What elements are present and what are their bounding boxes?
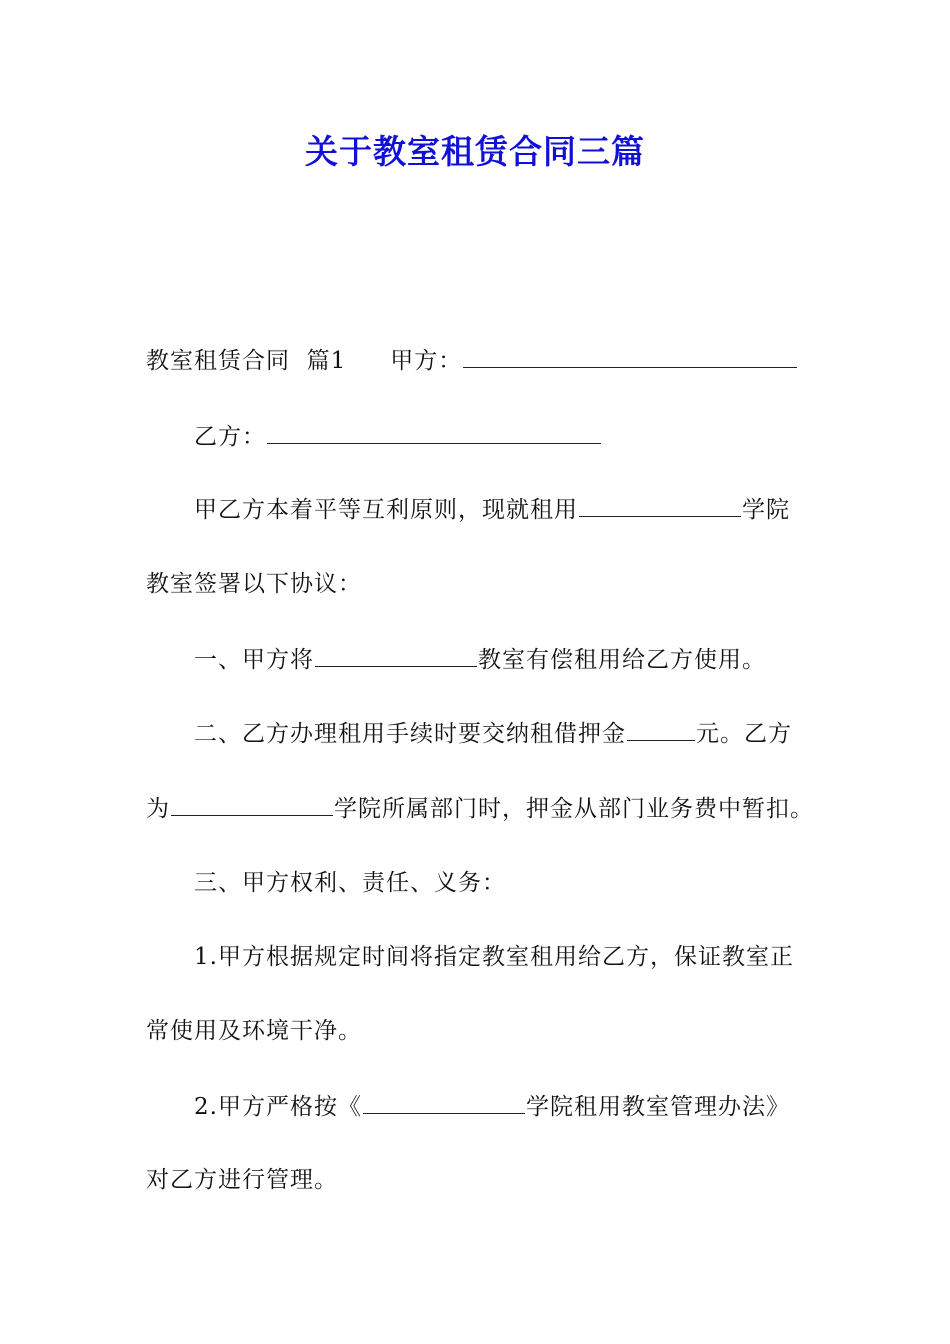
clause-3-heading bbox=[194, 866, 506, 900]
intro-text-continued: 教室签署以下协议： bbox=[146, 571, 362, 597]
clause-3-heading-text: 三、甲方权利、责任、义务： bbox=[194, 870, 506, 896]
clause-1-after: 教室有偿租用给乙方使用。 bbox=[478, 647, 766, 673]
deposit-blank bbox=[627, 716, 695, 741]
document-title: 关于教室租赁合同三篇 bbox=[305, 132, 645, 171]
party-b-label: 乙方： bbox=[194, 424, 266, 450]
clause-2-after: 元。乙方 bbox=[696, 721, 792, 747]
item-2-line-2 bbox=[146, 1163, 338, 1197]
clause-1-before: 一、甲方将 bbox=[194, 647, 314, 673]
party-b-line bbox=[194, 419, 602, 454]
intro-text-before: 甲乙方本着平等互利原则，现就租用 bbox=[194, 497, 578, 523]
clause-2-cont-after: 学院所属部门时，押金从部门业务费中暂扣。 bbox=[334, 796, 814, 822]
clause-2-cont-before: 为 bbox=[146, 796, 170, 822]
regulation-college-blank bbox=[363, 1089, 525, 1114]
item-2-line-1 bbox=[194, 1089, 790, 1124]
party-a-blank bbox=[463, 343, 797, 368]
intro-paragraph-line-1 bbox=[194, 492, 790, 527]
item-1-line-1 bbox=[194, 940, 794, 974]
college-blank bbox=[579, 492, 741, 517]
clause-1-line bbox=[194, 642, 766, 677]
item-1-text-2: 常使用及环境干净。 bbox=[146, 1018, 362, 1044]
clause-2-before: 二、乙方办理租用手续时要交纳租借押金 bbox=[194, 721, 626, 747]
intro-paragraph-line-2 bbox=[146, 567, 362, 601]
item-1-text-1: 1.甲方根据规定时间将指定教室租用给乙方，保证教室正 bbox=[194, 944, 794, 970]
party-a-label: 甲方： bbox=[390, 348, 463, 374]
item-2-text-2: 对乙方进行管理。 bbox=[146, 1167, 338, 1193]
item-2-before: 2.甲方严格按《 bbox=[194, 1094, 362, 1120]
classroom-blank bbox=[315, 642, 477, 667]
item-1-line-2 bbox=[146, 1014, 362, 1048]
intro-text-after: 学院 bbox=[742, 497, 790, 523]
heading-line bbox=[146, 343, 798, 378]
item-2-after: 学院租用教室管理办法》 bbox=[525, 1094, 790, 1120]
clause-2-line-2 bbox=[146, 791, 814, 826]
department-college-blank bbox=[171, 791, 333, 816]
party-b-blank bbox=[267, 419, 601, 444]
section-label: 教室租赁合同 篇1 bbox=[146, 348, 347, 374]
clause-2-line-1 bbox=[194, 716, 792, 751]
